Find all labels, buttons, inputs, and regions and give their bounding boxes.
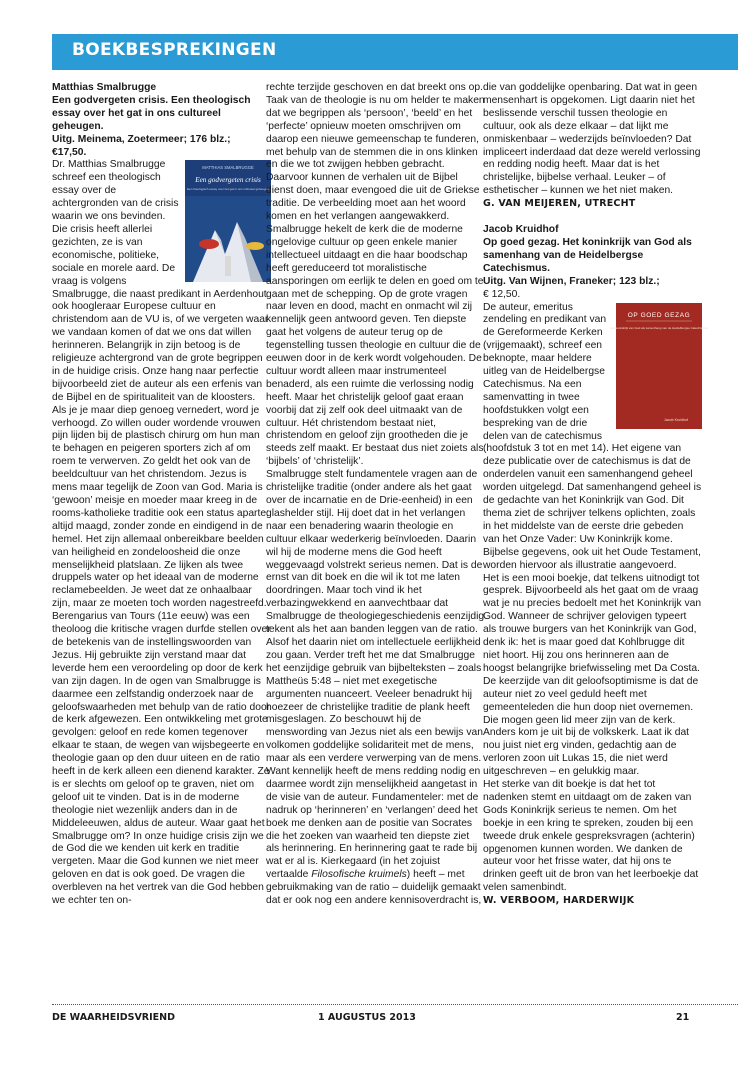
review2-signature: W. VERBOOM, HARDERWIJK bbox=[483, 895, 635, 907]
book-cover-image bbox=[185, 160, 271, 282]
review2-title: Op goed gezag. Het koninkrijk van God als samenhang van de Heidelbergse Catechismus. bbox=[483, 236, 692, 274]
footer-page-number: 21 bbox=[676, 1012, 690, 1023]
column-3 bbox=[483, 82, 708, 908]
review1-publisher: Uitg. Meinema, Zoetermeer; 176 blz.; bbox=[52, 133, 231, 145]
column-1 bbox=[52, 82, 271, 908]
review1-body-part3: rechte terzijde geschoven en dat breekt ons op. Taak van de theologie is nu om helder te maken dat we begrippen als ‘persoon’, ‘beeld’ en het ‘perfecte’ opnieuw moeten omschrijven om daarop een nieuwe gemeenschap te funderen, met behulp van de stemmen die in ons klinken en die we tot zwijgen hebben gebracht. Daarvoor kunnen de verhalen uit de Bijbel dienst doen, maar evengoed die uit de Griekse traditie. De verbeelding moet aan het woord komen en het verlangen aangewakkerd. bbox=[266, 82, 485, 223]
review1-signature: G. VAN MEIJEREN, UTRECHT bbox=[483, 198, 636, 210]
review1-body-end: die van goddelijke openbaring. Dat wat in geen mensenhart is opgekomen. Ligt daarin niet het beslissende verschil tussen theologie en cultuur, ook als deze elkaar – dat lijkt me onmiskenbaar – wederzijds beïnvloeden? Dat impliceert inderdaad dat deze wereld verlossing en redding nodig heeft. Maar dat is het christelijke, bijbelse verhaal. Leuker – of esthetischer – kunnen we het niet maken. bbox=[483, 82, 701, 197]
section-title: BOEKBESPREKINGEN bbox=[72, 40, 277, 60]
review1-body-part2: Berengarius van Tours (11e eeuw) was een theoloog die kritische vragen durfde stellen over de betekenis van de instellingswoorden van Jezus. Hij gebruikte zijn verstand maar dat leverde hem een veroordeling op door de kerk van zijn dagen. In de ogen van Smalbrugge is daarmee een zelfstandig onderzoek naar de geloofswaarheden met behulp van de ratio door de kerk afgewezen. Een ontwikkeling met grote gevolgen: geloof en rede komen tegenover elkaar te staan, de wegen van wijsbegeerte en theologie gaan op den duur uiteen en de ratio heeft in de kerk alleen een dienend karakter. Ze is er slechts om geloof op te graven, niet om geloof uit te vinden. Dat is in de moderne theologie niet wezenlijk anders dan in de Middeleeuwen, aldus de auteur. Waar gaat het Smalbrugge om? In onze huidige crisis zijn we de God die we kenden uit kerk en traditie vergeten. Maar die God kunnen we niet meer geloven en dat is ook goed. De vragen die overbleven na het vertrek van die God hebben we echter ten on- bbox=[52, 611, 271, 907]
review1-author: Matthias Smalbrugge bbox=[52, 82, 157, 93]
review2-author: Jacob Kruidhof bbox=[483, 224, 559, 236]
book-cover-author: MATTHIAS SMALBRUGGE bbox=[202, 165, 254, 171]
book-cover-author-2: Jacob Kruidhof bbox=[664, 417, 688, 422]
review2-body-intro: OP GOED GEZAG Het koninkrijk van God als samenhang van de Heidelbergse Catechismus Jacob Kruidhof De auteur, emeritus zendeling en predikant van de Gereformeerde Kerken (vrijgemaakt), schreef een beknopte, maar heldere uitleg van de Heidelbergse Catechismus. Na een samenvatting in twee hoofdstukken volgt een bespreking van de drie delen van de catechismus (hoofdstuk 3 tot en met 14). Het eigene van deze publicatie over de catechismus is dat de onderdelen vanuit een samenhangend geheel worden uitgelegd. Dat samenhangend geheel is de gedachte van het Koninkrijk van God. Dit thema ziet de schrijver telkens oplichten, zoals in het middelste van de eerste drie gebeden van het Onze Vader: Uw Koninkrijk kome. Bijbelse gegevens, ook uit het Oude Testament, worden hiervoor als illustratie aangevoerd. bbox=[483, 301, 708, 571]
book-cover-subtitle: Een theologisch essay over het gat in ons cultureel geheugen bbox=[187, 187, 269, 192]
review1-price: €17,50. bbox=[52, 146, 87, 158]
review2-price: € 12,50. bbox=[483, 288, 521, 300]
review1-title: Een godvergeten crisis. Een theologisch essay over het gat in ons cultureel geheugen. bbox=[52, 94, 251, 132]
review2-body-part2: Het is een mooi boekje, dat telkens uitnodigt tot gesprek. Bijvoorbeeld als het gaat om de vraag wat je nu precies bedoelt met het Koninkrijk van God. Wanneer de schrijver gelovigen typeert als trouwe burgers van het Koninkrijk van God, denk ik: het is maar goed dat Kohlbrugge dit niet hoort. Hij zou ons herinneren aan de hoogst belangrijke briefwisseling met Da Costa. De keerzijde van dit geloofsoptimisme is dat de auteur niet zo veel geduld heeft met gemeenteleden die hun doop niet overnemen. Die mogen geen lid meer zijn van de kerk. Anders kom je uit bij de volkskerk. Laat ik dat nou juist niet erg vinden, gedachtig aan de verloren zoon uit Lukas 15, die niet werd uitgeschreven – en gelukkig maar. bbox=[483, 572, 702, 778]
book-title-italic: Filosofische kruimels bbox=[311, 869, 407, 881]
review1-body-intro: MATTHIAS SMALBRUGGE Een godvergeten crisis Een theologisch essay over het gat in ons cultureel geheugen Dr. Matthias Smalbrugge schreef een theologisch essay over de achtergronden van de crisis waarin we ons bevinden. Die crisis heeft allerlei gezichten, ze is van economische, politieke, sociale en morele aard. De vraag is volgens Smalbrugge, die naast predikant in Aerdenhout ook hoogleraar Europese cultuur en christendom aan de VU is, of we vergeten waar we vandaan komen of dat we ons dat willen herinneren. Belangrijk in zijn betoog is de religieuze achtergrond van de grote begrippen in de huidige crisis. Onze hang naar perfectie bijvoorbeeld ziet de auteur als een erfenis van de Bijbel en de spiritualiteit van de kloosters. Als je je maar diep genoeg vernedert, word je verhoogd. Zo willen ouder wordende vrouwen pijn lijden bij de plastisch chirurg om hun man te behagen en peigeren sporters zich af om roem te verwerven. Zo geldt het ook van de beeldcultuur van het christendom. Jezus is mens maar tegelijk de Zoon van God. Maria is ‘gewoon’ meisje en moeder maar kreeg in de rooms-katholieke traditie ook een status aparte: altijd maagd, zonder zonde en eindigend in de hemel. Het zijn allemaal onbereikbare beelden van heiligheid en zondeloosheid die onze menselijkheid platslaan. Ze lijken als twee druppels water op het ideaal van de moderne reclamebeelden. Je weet dat ze onhaalbaar zijn, maar ze moeten toch worden nagestreefd. bbox=[52, 159, 271, 611]
review2-body-part3: Het sterke van dit boekje is dat het tot nadenken stemt en uitdaagt om de zaken van Gods Koninkrijk serieus te nemen. Om het boekje in een kring te spreken, zouden bij een tweede druk enkele gespreksvragen (achterin) opgenomen kunnen worden. We danken de auteur voor het frisse water, dat hij ons te drinken geeft uit de bron van het leerboekje dat velen samenbindt. bbox=[483, 779, 699, 894]
footer-date: 1 AUGUSTUS 2013 bbox=[318, 1012, 416, 1023]
book-cover-subtitle-2: Het koninkrijk van God als samenhang van de Heidelbergse Catechismus bbox=[610, 325, 708, 330]
footer-divider bbox=[52, 1004, 738, 1005]
book-cover-title: Een godvergeten crisis bbox=[195, 176, 261, 185]
review1-body-part5: Smalbrugge stelt fundamentele vragen aan de christelijke traditie (onder andere als het gaat over de incarnatie en de Drie-eenheid) in een glashelder stijl. Hij doet dat in het verlangen naar een benadering waarin theologie en cultuur elkaar wederkerig beïnvloeden. Daarin wil hij de moderne mens die God heeft weggevaagd volstrekt serieus nemen. Dat is de ernst van dit boek en die wil ik tot me laten doordringen. Maar toch vind ik het verbazingwekkend en aanvechtbaar dat Smalbrugge de theologiegeschiedenis eenzijdig tekent als het aan banden leggen van de ratio. Alsof het daarin niet om intellectuele eerlijkheid zou gaan. Verder treft het me dat Smalbrugge het eenzijdige gebruik van bijbelteksten – zoals Mattheüs 5:48 – niet met exegetische argumenten nuanceert. Veeleer benadrukt hij hoezeer de christelijke traditie de plank heeft misgeslagen. Zo beschouwt hij de menswording van Jezus niet als een bewijs van volkomen goddelijke solidariteit met de mens, maar als een verdere verwerping van de mens. Want kennelijk heeft de mens redding nodig en daarmee wordt zijn menselijkheid aangetast in de visie van de auteur. Fundamenteler: met de nadruk op ‘herinneren’ en ‘verlangen’ deed het boek me denken aan de positie van Socrates die het zoeken van waarheid ten diepste ziet als herinnering. En herinnering gaat te rade bij wat er al is. Kierkegaard (in het zojuist vertaalde Filosofische kruimels) heeft – met gebruikmaking van de ratio – duidelijk gemaakt dat er ook nog een andere kennisoverdracht is, bbox=[266, 469, 485, 907]
review1-body-part4: Smalbrugge hekelt de kerk die de moderne ongelovige cultuur op geen enkele manier intellectueel uitdaagt en die haar boodschap heeft gereduceerd tot moralistische aansporingen om eerlijk te delen en goed om te gaan met de schepping. Op de grote vragen naar leven en dood, macht en onmacht wil zij kennelijk geen antwoord geven. Ten diepste gaat het volgens de auteur terug op de tegenstelling tussen theologie en cultuur die de eeuwen door in de kerk wordt volgehouden. De cultuur wordt alleen maar instrumenteel benaderd, als een ruimte die verlossing nodig heeft. Maar het christelijk geloof gaat eraan voorbij dat zij zelf ook deel uitmaakt van de cultuur. Hét christendom bestaat niet, christendom en geloof zijn grootheden die je steeds zelf maakt. Er bestaat dus niet zoiets als ‘bijbels’ of ‘christelijk’. bbox=[266, 223, 484, 468]
column-2 bbox=[266, 82, 485, 908]
review2-publisher: Uitg. Van Wijnen, Franeker; 123 blz.; bbox=[483, 275, 660, 287]
footer-magazine: DE WAARHEIDSVRIEND bbox=[52, 1012, 175, 1023]
section-banner bbox=[52, 34, 738, 70]
book-cover-image-2 bbox=[610, 303, 708, 429]
book-cover-title-2: OP GOED GEZAG bbox=[627, 311, 691, 319]
